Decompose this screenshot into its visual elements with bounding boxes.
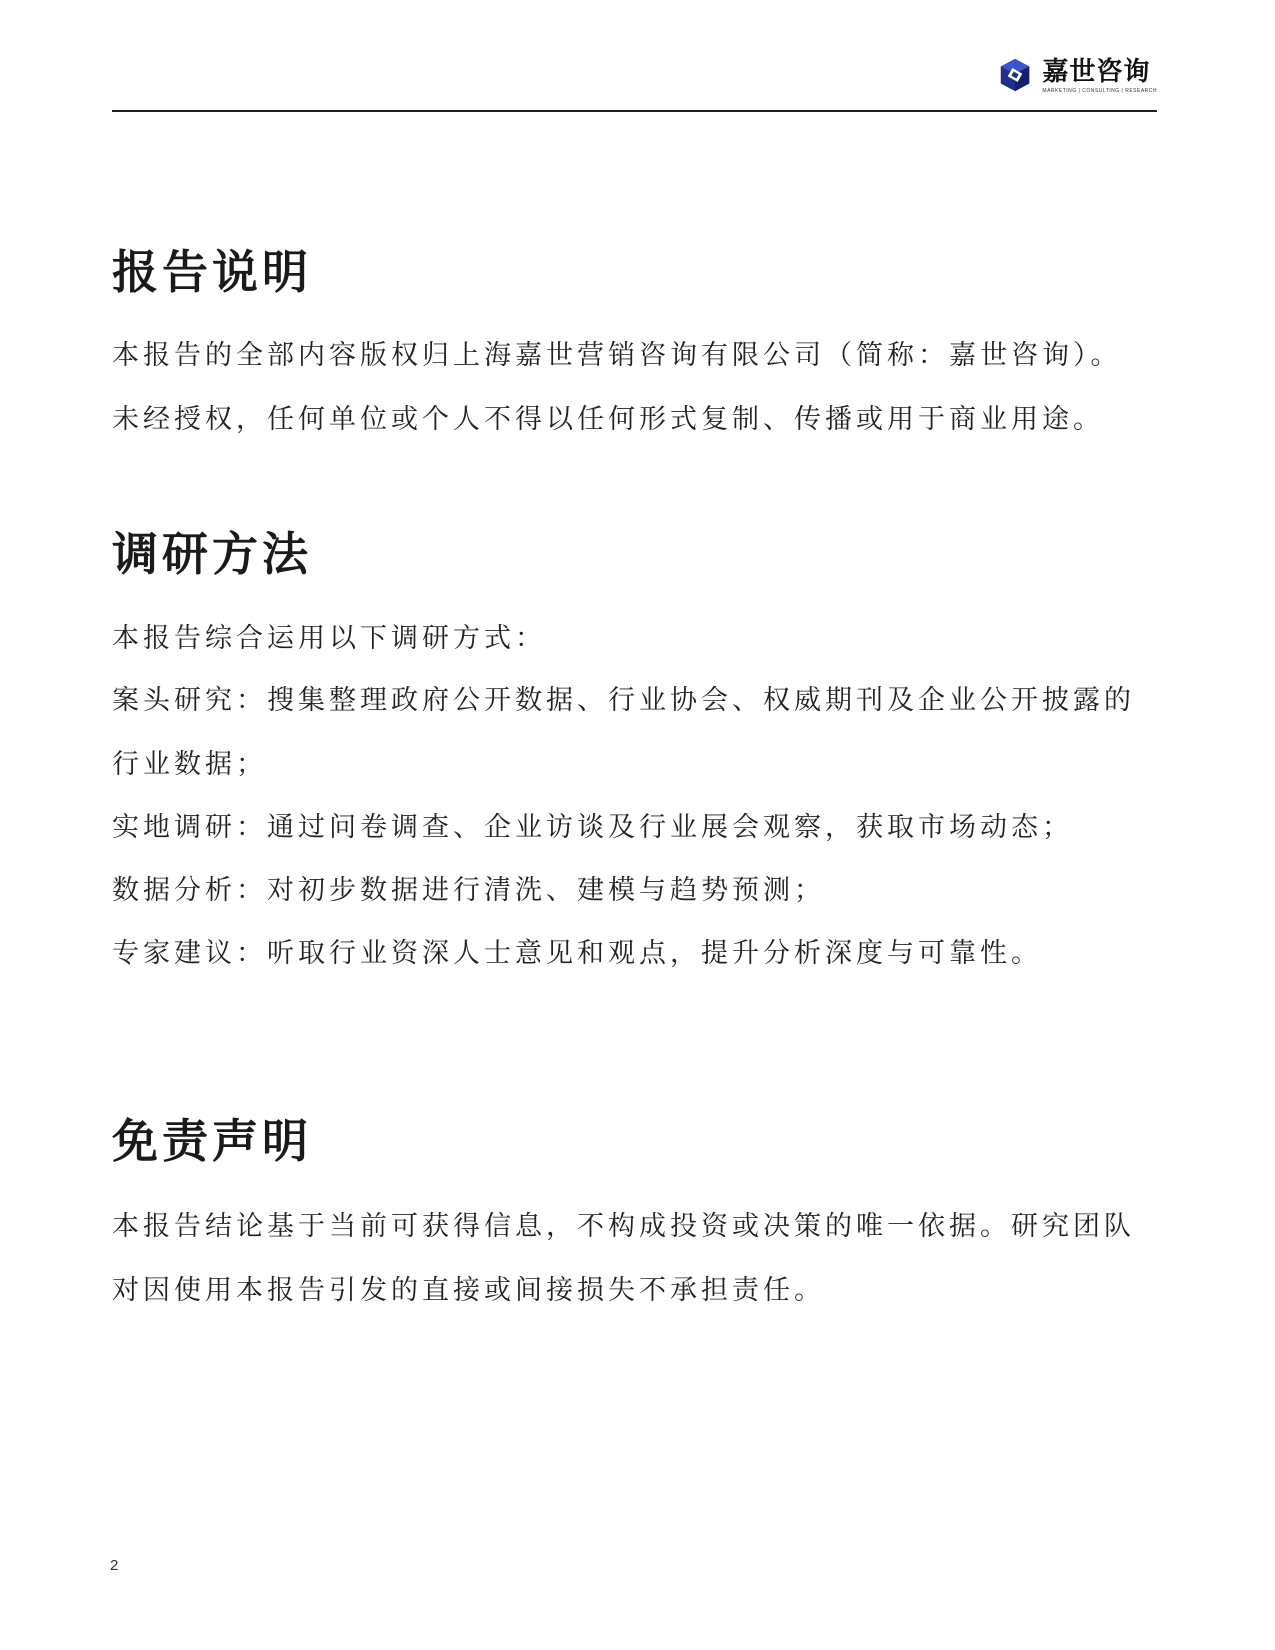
logo-name: 嘉世咨询 bbox=[1042, 56, 1151, 87]
page-header bbox=[112, 52, 1157, 112]
logo-tagline: MARKETING | CONSULTING | RESEARCH bbox=[1042, 87, 1157, 94]
jiashi-cube-logo-icon bbox=[996, 56, 1034, 94]
paragraph-line: 未经授权，任何单位或个人不得以任何形式复制、传播或用于商业用途。 bbox=[112, 404, 1104, 435]
paragraph-line: 行业数据； bbox=[112, 749, 267, 780]
section-title-report-note: 报告说明 bbox=[112, 245, 312, 299]
paragraph-line: 专家建议：听取行业资深人士意见和观点，提升分析深度与可靠性。 bbox=[112, 938, 1042, 969]
paragraph-line: 案头研究：搜集整理政府公开数据、行业协会、权威期刊及企业公开披露的 bbox=[112, 685, 1135, 716]
paragraph-line: 本报告的全部内容版权归上海嘉世营销咨询有限公司（简称：嘉世咨询）。 bbox=[112, 340, 1122, 371]
paragraph-line: 实地调研：通过问卷调查、企业访谈及行业展会观察，获取市场动态； bbox=[112, 812, 1073, 843]
section-title-research-method: 调研方法 bbox=[112, 527, 312, 581]
paragraph-line: 本报告综合运用以下调研方式： bbox=[112, 623, 546, 654]
page-number: 2 bbox=[110, 1557, 119, 1574]
paragraph-line: 数据分析：对初步数据进行清洗、建模与趋势预测； bbox=[112, 875, 825, 906]
paragraph-line: 本报告结论基于当前可获得信息，不构成投资或决策的唯一依据。研究团队 bbox=[112, 1211, 1135, 1242]
section-title-disclaimer: 免责声明 bbox=[112, 1114, 312, 1168]
paragraph-line: 对因使用本报告引发的直接或间接损失不承担责任。 bbox=[112, 1275, 825, 1306]
company-logo bbox=[996, 56, 1157, 94]
